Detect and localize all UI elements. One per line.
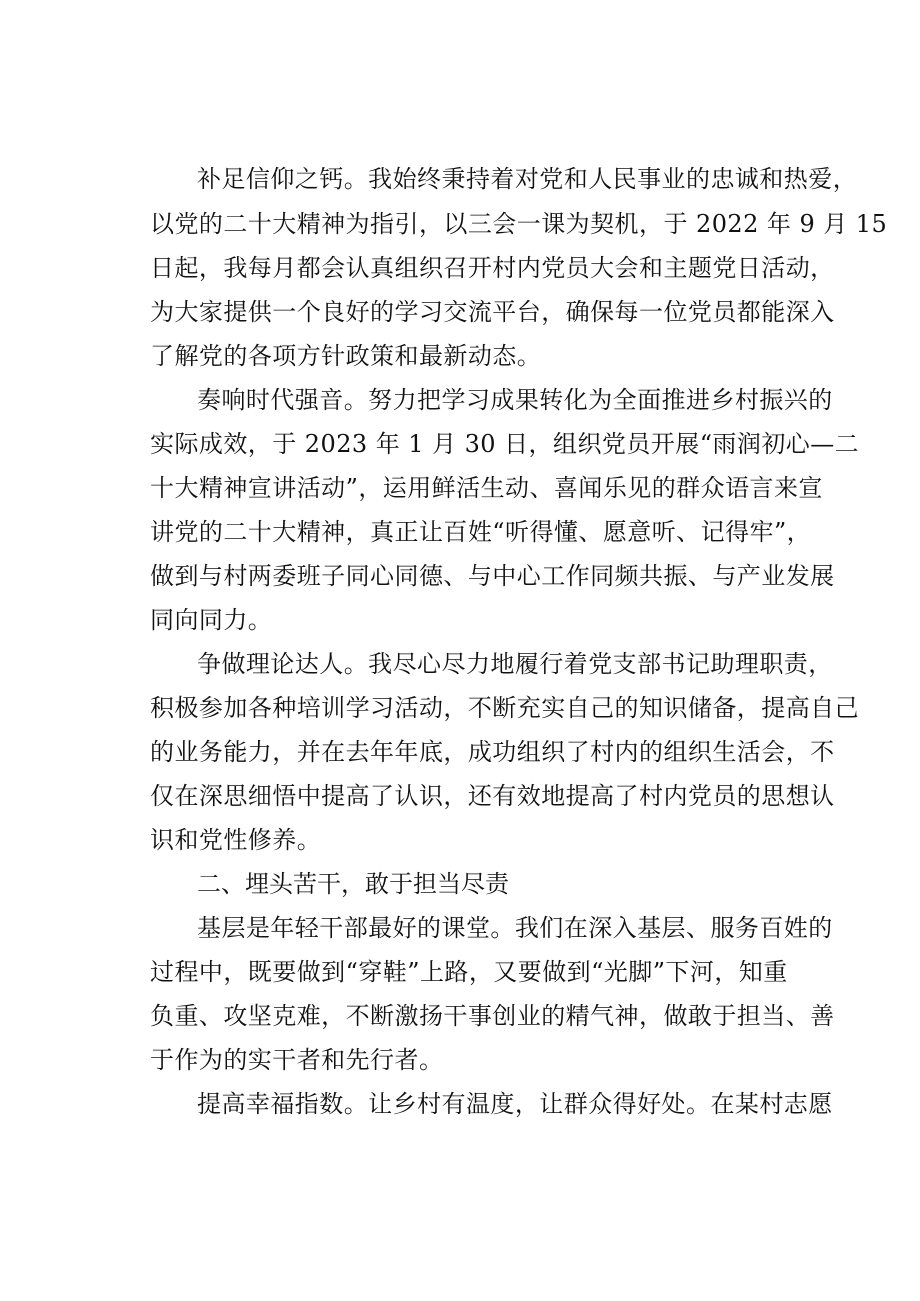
paragraph-3-line-4: 仅在深思细悟中提高了认识，还有效地提高了村内党员的思想认 xyxy=(150,782,835,810)
section-heading: 二、埋头苦干，敢于担当尽责 xyxy=(197,870,509,898)
paragraph-2-line-4: 讲党的二十大精神，真正让百姓“听得懂、愿意听、记得牢”， xyxy=(150,518,812,546)
paragraph-1-line-4: 为大家提供一个良好的学习交流平台，确保每一位党员都能深入 xyxy=(150,298,835,326)
paragraph-1-line-1: 补足信仰之钙。我始终秉持着对党和人民事业的忠诚和热爱， xyxy=(197,165,858,193)
paragraph-2-line-5: 做到与村两委班子同心同德、与中心工作同频共振、与产业发展 xyxy=(150,562,835,590)
paragraph-4-line-4: 于作为的实干者和先行者。 xyxy=(150,1046,444,1074)
paragraph-4-line-3: 负重、攻坚克难，不断激扬干事创业的精气神，做敢于担当、善 xyxy=(150,1002,835,1030)
paragraph-3-line-5: 识和党性修养。 xyxy=(150,826,322,854)
paragraph-4-line-2: 过程中，既要做到“穿鞋”上路，又要做到“光脚”下河，知重 xyxy=(150,958,788,986)
paragraph-3-line-2: 积极参加各种培训学习活动，不断充实自己的知识储备，提高自己 xyxy=(150,694,860,722)
paragraph-2-line-1: 奏响时代强音。努力把学习成果转化为全面推进乡村振兴的 xyxy=(197,386,833,414)
paragraph-2-line-3: 十大精神宣讲活动”，运用鲜活生动、喜闻乐见的群众语言来宣 xyxy=(150,474,823,502)
paragraph-2-line-6: 同向同力。 xyxy=(150,606,273,634)
paragraph-3-line-1: 争做理论达人。我尽心尽力地履行着党支部书记助理职责， xyxy=(197,650,833,678)
paragraph-5-line-1: 提高幸福指数。让乡村有温度，让群众得好处。在某村志愿 xyxy=(197,1090,833,1118)
paragraph-1-line-3: 日起，我每月都会认真组织召开村内党员大会和主题党日活动， xyxy=(150,254,835,282)
paragraph-1-line-2: 以党的二十大精神为指引，以三会一课为契机，于 2022 年 9 月 15 xyxy=(150,210,888,238)
paragraph-2-line-2: 实际成效，于 2023 年 1 月 30 日，组织党员开展“雨润初心—二 xyxy=(150,430,860,458)
paragraph-1-line-5: 了解党的各项方针政策和最新动态。 xyxy=(150,342,542,370)
paragraph-4-line-1: 基层是年轻干部最好的课堂。我们在深入基层、服务百姓的 xyxy=(197,914,833,942)
paragraph-3-line-3: 的业务能力，并在去年年底，成功组织了村内的组织生活会，不 xyxy=(150,738,835,766)
